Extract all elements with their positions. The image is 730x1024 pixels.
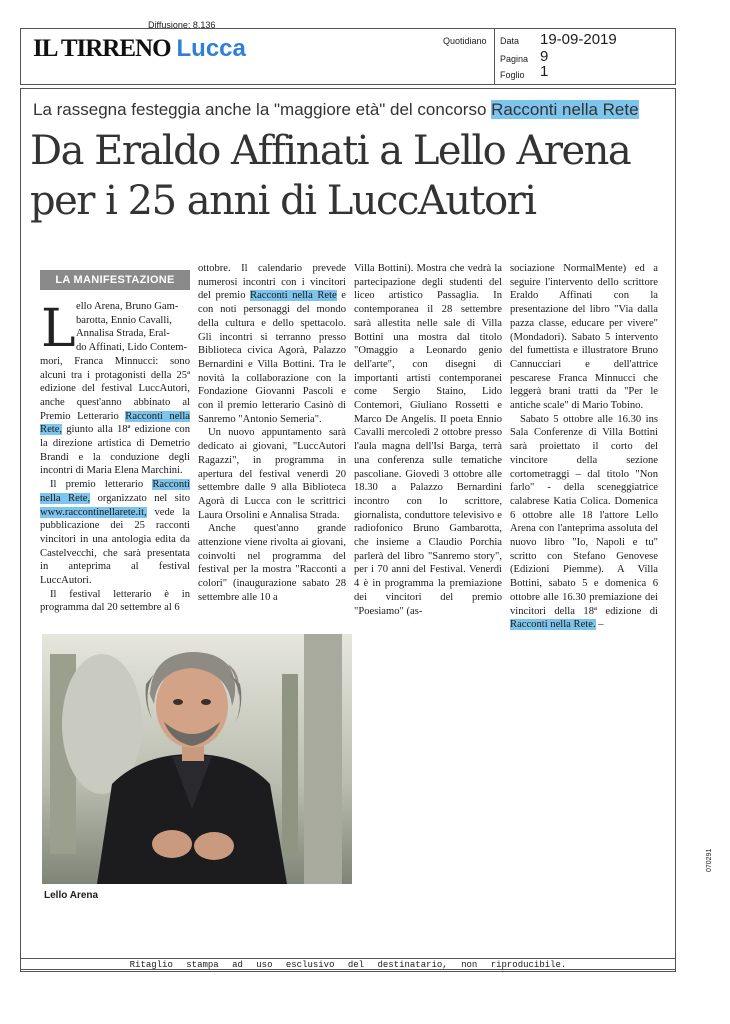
article-kicker <box>33 100 639 120</box>
headline-line-2: per i 25 anni di LuccAutori <box>30 178 536 224</box>
paragraph <box>40 478 190 588</box>
article-column-3 <box>354 262 502 618</box>
meta-divider <box>494 28 495 85</box>
paragraph: sociazione NormalMente) ed a seguire l'intervento dello scrittore Eraldo Affinati con la presentazione del libro "Via dalla pazza classe, educare per vivere" (Mondadori). Sabato 5 intervento del fumettista e illustratore Bruno Cannucciari e dell'attrice pescarese Franca Minnucci che leggerà brani tratti da "Per le antiche scale" di Mario Tobino. <box>510 263 658 412</box>
photo-caption: Lello Arena <box>44 890 99 901</box>
paragraph: Villa Bottini). Mostra che vedrà la partecipazione degli studenti del liceo artistico Passaglia. In contemporanea il 28 settembre sarà allestita nelle sale di Villa Bottini una mostra dal titolo "Omaggio a Leonardo genio dell'arte", con disegni di importanti artisti contemporanei come Sergio Staino, Lido Contemori, Giuliano Rossetti e Marco De Angelis. Il poeta Ennio Cavalli mercoledì 2 ottobre presso l'aula magna dell'Isi Barga, terrà una conferenza sulle tematiche pascoliane. Giovedì 3 ottobre alle 18.30 a Palazzo Bernardini incontro con lo scrittore, giornalista, conduttore televisivo e radiofonico Bruno Gambarotta, che insieme a Claudio Porchia parlerà del libro "Sanremo story", per i 70 anni del Festival. Venerdì 4 è in programma la premiazione dei vincitori del premio "Poesiamo" (as- <box>354 263 502 617</box>
text: giunto alla 18ª edizione con la direzione artistica di Demetrio Brandi e la conduzione degli incontri di Maria Elena Marchini. <box>40 424 190 477</box>
headline-line-1: Da Eraldo Affinati a Lello Arena <box>30 128 631 174</box>
paragraph: Un nuovo appuntamento sarà dedicato ai giovani, "LuccAutori Ragazzi", in programma in apertura del festival venerdì 20 settembre dalle 9 alla Biblioteca Agorà di Lucca con le scrittrici Laura Orsolini e Annalisa Strada. <box>198 427 346 521</box>
pagina-label: Pagina <box>500 54 529 64</box>
paragraph: Il festival letterario è in programma dal 20 settembre al 6 <box>40 588 190 614</box>
dropcap-line-4: do Affinati, Lido Contem- <box>76 342 188 354</box>
text: organizzato nel sito <box>90 492 190 504</box>
text: Sabato 5 ottobre alle 16.30 ins Sala Conferenze di Villa Bottini sarà proiettato il corto del vincitore della sezione cortometraggi – dal titolo "Non farlo" - della sceneggiatrice calabrese Katia Colica. Domenica 6 ottobre alle 18 l'attore Lello Arena con l'anteprima assoluta del nuovo libro "Io, Napoli e tu" scritto con Stefano Genovese (Edizioni Piemme). A Villa Bottini, sabato 5 e domenica 6 ottobre alle 16.30 premiazione dei vincitori della 18ª edizione di <box>510 413 658 617</box>
foglio-label: Foglio <box>500 70 525 80</box>
text: vede la pubblicazione dei 25 racconti vincitori in una antologia edita da Castelvecchi, che sarà presentata in anteprima al festival LuccAutori. <box>40 506 190 587</box>
text: mori, Franca Minnucci: sono alcuni tra i protagonisti della 25ª edizione del festival LuccAutori, anche quest'anno abbinato al Premio Letterario <box>40 355 190 422</box>
drop-cap: L <box>41 299 76 359</box>
highlight: Racconti nella Rete, <box>40 479 190 504</box>
highlight: Racconti nella Rete <box>250 290 337 302</box>
kicker-highlight: Racconti nella Rete <box>491 100 639 119</box>
text: Il premio letterario <box>50 479 153 491</box>
clipping-code: 070291 <box>706 848 713 872</box>
paragraph <box>510 413 658 632</box>
data-label: Data <box>500 36 520 46</box>
article-photo <box>42 634 352 884</box>
text: e con noti personaggi del mondo della cultura e dello spettacolo. Gli incontri si terranno presso Biblioteca civica Agorà, Palazzo Bernardini e Villa Bottini. Tra le novità la collaborazione con la Fondazione Giovanni Pascoli e con il premio letterario Casinò di Sanremo "Antonio Semeria". <box>198 290 347 425</box>
article-column-2 <box>198 262 346 605</box>
paragraph <box>40 355 190 478</box>
highlight: Racconti nella Rete. <box>510 619 596 631</box>
url-highlight: www.raccontinellarete.it, <box>40 506 147 518</box>
text: – <box>595 619 604 631</box>
footer-disclaimer: Ritaglio stampa ad uso esclusivo del destinatario, non riproducibile. <box>129 960 567 970</box>
text: ottobre. Il calendario prevede numerosi incontri con i vincitori del premio <box>198 263 346 302</box>
masthead-city: Lucca <box>176 35 246 62</box>
data-value: 19-09-2019 <box>540 31 617 48</box>
dropcap-line-2: barotta, Ennio Cavalli, <box>76 314 172 326</box>
article-column-4 <box>510 262 658 632</box>
publication-type: Quotidiano <box>443 36 487 46</box>
highlight: Racconti nella Rete, <box>40 410 190 436</box>
foglio-value: 1 <box>540 63 549 80</box>
portrait-illustration <box>42 634 352 884</box>
paragraph <box>198 262 346 426</box>
dropcap-line-1: ello Arena, Bruno Gam- <box>76 301 179 312</box>
kicker-text: La rassegna festeggia anche la "maggiore età" del concorso <box>33 100 492 119</box>
newspaper-masthead <box>33 35 246 63</box>
section-label: LA MANIFESTAZIONE <box>40 270 190 290</box>
diffusione-label: Diffusione: 8.136 <box>148 20 216 30</box>
masthead-name: IL TIRRENO <box>33 35 171 62</box>
paragraph: Anche quest'anno grande attenzione viene rivolta ai giovani, coinvolti nel programma del festival per la mostra "Racconti a colori" (inaugurazione sabato 28 settembre alle 10 a <box>198 523 346 603</box>
pagina-value: 9 <box>540 48 549 65</box>
dropcap-line-3: Annalisa Strada, Eral- <box>76 328 170 340</box>
